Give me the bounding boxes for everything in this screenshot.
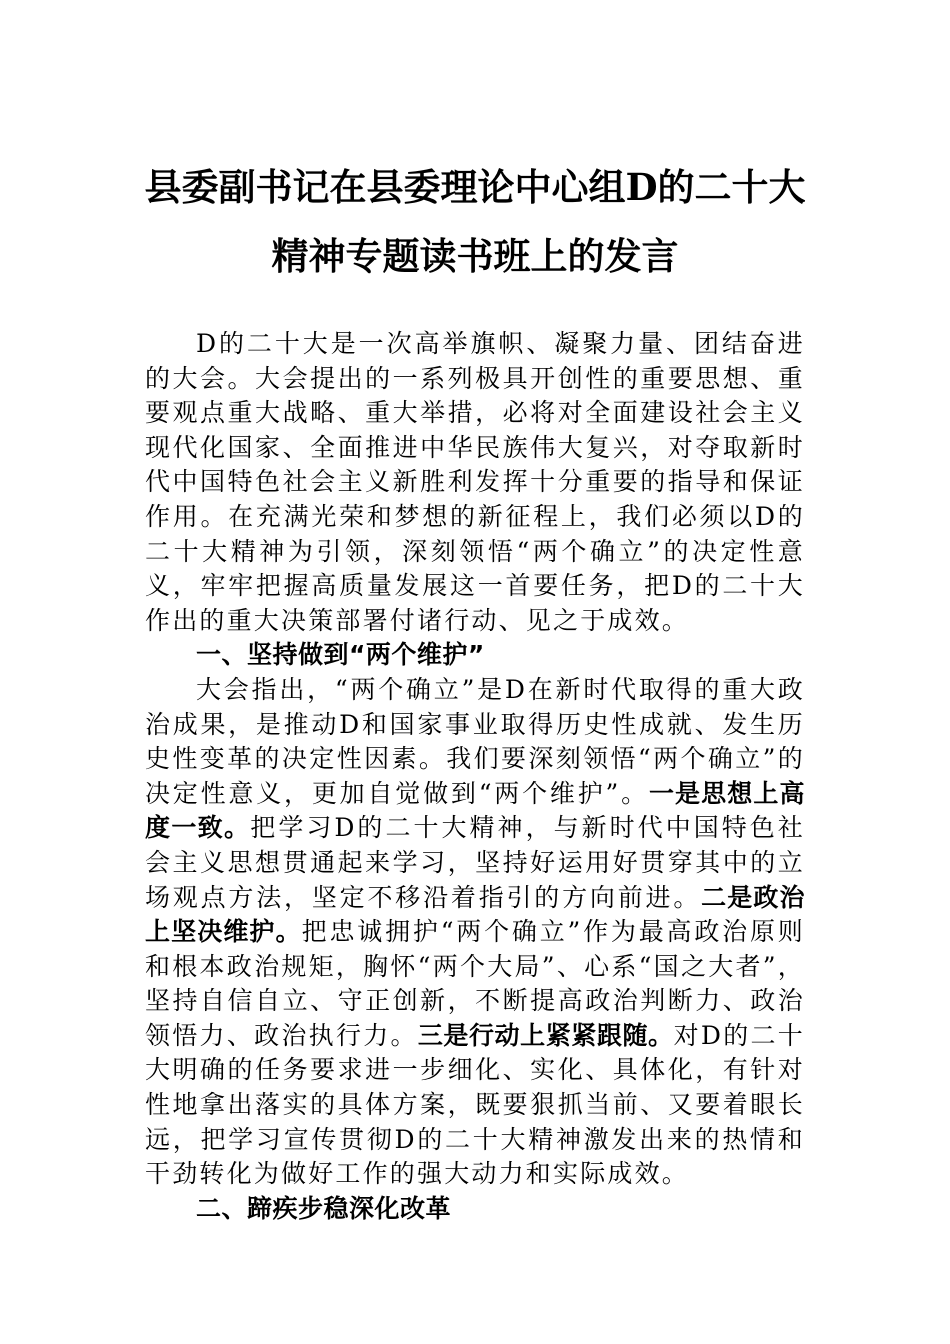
point-2-title: 二是政治上坚决维护。: [145, 882, 805, 947]
point-1-text: 把学习D的二十大精神，与新时代中国特色社会主义思想贯通起来学习，坚持好运用好贯穿其中的立场观点方法，坚定不移沿着指引的方向前进。: [145, 813, 805, 912]
intro-paragraph: D的二十大是一次高举旗帜、凝聚力量、团结奋进的大会。大会提出的一系列极具开创性的重要思想、重要观点重大战略、重大举措，必将对全面建设社会主义现代化国家、全面推进中华民族伟大复兴，对夺取新时代中国特色社会主义新胜利发挥十分重要的指导和保证作用。在充满光荣和梦想的新征程上，我们必须以D的二十大精神为引领，深刻领悟“两个确立”的决定性意义，牢牢把握高质量发展这一首要任务，把D的二十大作出的重大决策部署付诸行动、见之于成效。: [145, 329, 805, 635]
section-1-intro: 大会指出，“两个确立”是D在新时代取得的重大政治成果，是推动D和国家事业取得历史性成就、发生历史性变革的决定性因素。我们要深刻领悟“两个确立”的决定性意义，更加自觉做到“两个维护”。: [145, 674, 805, 808]
point-1-title: 一是思想上高度一致。: [145, 778, 805, 843]
section-2-heading: 二、蹄疾步稳深化改革: [196, 1193, 452, 1223]
document-title-line-2: 精神专题读书班上的发言: [271, 234, 679, 278]
point-3-title: 三是行动上紧紧跟随。: [417, 1020, 674, 1050]
section-1-paragraph: [145, 673, 805, 1192]
document-title-line-1: 县委副书记在县委理论中心组D的二十大: [144, 165, 806, 209]
section-1-heading: 一、坚持做到“两个维护”: [196, 640, 485, 670]
point-2-text: 把忠诚拥护“两个确立”作为最高政治原则和根本政治规矩，胸怀“两个大局”、心系“国之大者”，坚持自信自立、守正创新，不断提高政治判断力、政治领悟力、政治执行力。: [145, 917, 805, 1050]
document-body: [145, 327, 805, 1226]
point-3-text: 对D的二十大明确的任务要求进一步细化、实化、具体化，有针对性地拿出落实的具体方案，既要狠抓当前、又要着眼长远，把学习宣传贯彻D的二十大精神激发出来的热情和干劲转化为做好工作的强大动力和实际成效。: [145, 1020, 805, 1189]
